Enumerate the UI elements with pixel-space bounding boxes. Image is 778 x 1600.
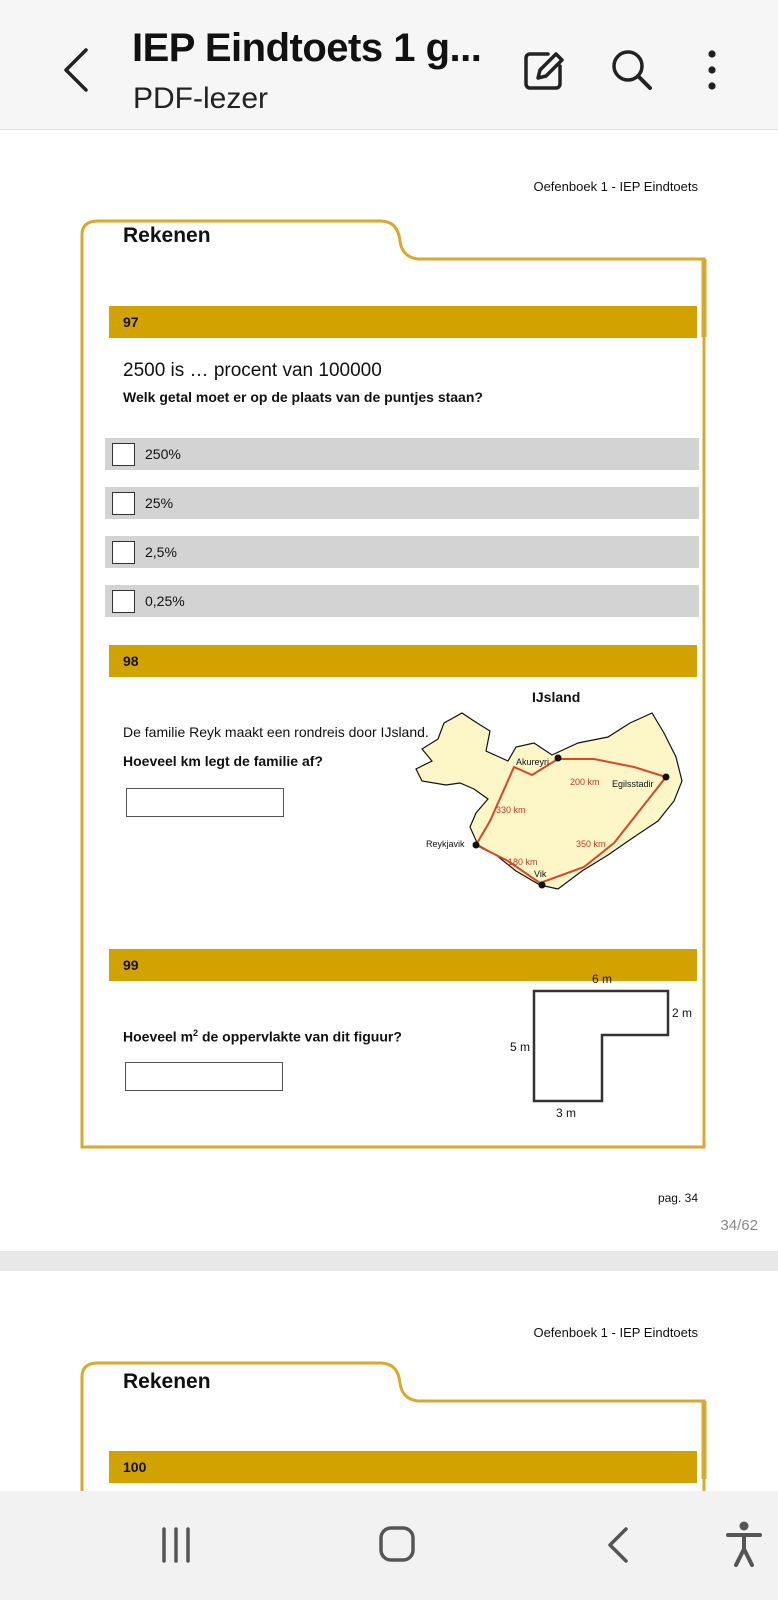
question-98-intro: De familie Reyk maakt een rondreis door IJsland. — [123, 724, 429, 740]
section-title: Rekenen — [123, 1370, 211, 1393]
app-bar — [0, 0, 778, 130]
system-nav-bar — [0, 1491, 778, 1600]
checkbox[interactable] — [112, 443, 135, 466]
option-250[interactable] — [105, 438, 699, 470]
dimension-label: 5 m — [510, 1040, 531, 1054]
recent-apps-icon[interactable] — [146, 1515, 206, 1575]
distance-label: 350 km — [576, 839, 606, 849]
option-label: 0,25% — [145, 593, 185, 609]
dimension-label: 3 m — [556, 1106, 577, 1120]
back-icon[interactable] — [590, 1515, 650, 1575]
dimension-label: 2 m — [672, 1006, 693, 1020]
back-arrow-icon[interactable] — [56, 42, 100, 98]
question-number: 99 — [123, 957, 139, 973]
question-98-text: Hoeveel km legt de familie af? — [123, 753, 323, 769]
l-shape-figure — [500, 969, 710, 1121]
question-98-bar — [109, 645, 697, 677]
question-100-bar — [109, 1451, 697, 1483]
page-header-text: Oefenboek 1 - IEP Eindtoets — [533, 1325, 698, 1340]
distance-label: 180 km — [508, 857, 538, 867]
option-0-25[interactable] — [105, 585, 699, 617]
page-header-text: Oefenboek 1 - IEP Eindtoets — [533, 179, 698, 194]
place-label: Akureyri — [516, 757, 550, 767]
answer-input-99[interactable] — [125, 1062, 283, 1091]
distance-label: 330 km — [496, 805, 526, 815]
answer-input-98[interactable] — [126, 788, 284, 817]
dimension-label: 6 m — [592, 972, 613, 986]
page-number: pag. 34 — [657, 1191, 698, 1205]
question-number: 98 — [123, 653, 139, 669]
option-2-5[interactable] — [105, 536, 699, 568]
page-separator — [0, 1251, 778, 1271]
page-counter: 34/62 — [720, 1217, 758, 1234]
question-99-text: Hoeveel $m^2$ de oppervlakte van dit figuur? — [123, 1028, 402, 1045]
question-97-sub: Welk getal moet er op de plaats van de puntjes staan? — [123, 389, 483, 405]
option-25[interactable] — [105, 487, 699, 519]
pdf-page-next[interactable] — [0, 1271, 778, 1491]
option-label: 250% — [145, 446, 181, 462]
place-label: Egilsstadir — [612, 779, 654, 789]
search-icon[interactable] — [606, 44, 658, 96]
option-label: 25% — [145, 495, 174, 511]
question-number: 100 — [123, 1459, 147, 1475]
distance-label: 200 km — [570, 777, 600, 787]
more-vertical-icon[interactable] — [692, 44, 732, 96]
option-label: 2,5% — [145, 544, 177, 560]
question-97-bar — [109, 306, 697, 338]
app-subtitle: PDF-lezer — [133, 82, 269, 115]
edit-icon[interactable] — [518, 44, 570, 96]
iceland-map — [412, 703, 692, 903]
section-title: Rekenen — [123, 224, 211, 247]
checkbox[interactable] — [112, 492, 135, 515]
document-title: IEP Eindtoets 1 g... — [132, 26, 482, 70]
place-label: Vik — [534, 869, 547, 879]
question-number: 97 — [123, 314, 139, 330]
map-title: IJsland — [532, 689, 581, 705]
place-label: Reykjavik — [426, 839, 465, 849]
question-97-text: 2500 is … procent van 100000 — [123, 360, 382, 381]
accessibility-icon[interactable] — [714, 1515, 774, 1575]
home-icon[interactable] — [367, 1515, 427, 1575]
checkbox[interactable] — [112, 590, 135, 613]
pdf-page[interactable] — [0, 131, 778, 1251]
checkbox[interactable] — [112, 541, 135, 564]
